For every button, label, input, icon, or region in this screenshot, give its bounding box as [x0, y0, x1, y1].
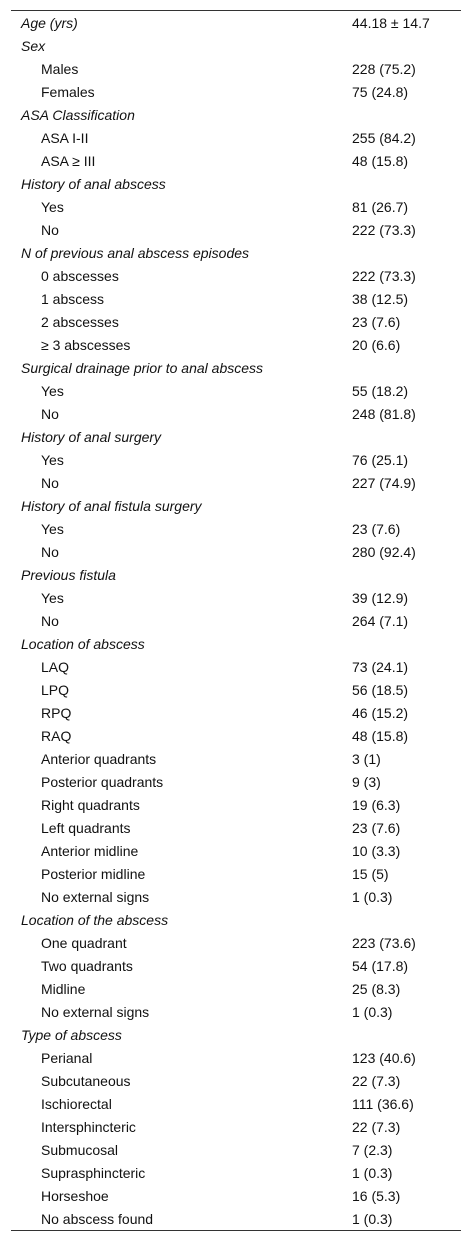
row-label: Two quadrants	[41, 957, 133, 974]
row-label: Yes	[41, 198, 64, 215]
row-value: 1 (0.3)	[352, 1210, 393, 1227]
table-row	[11, 126, 461, 149]
row-label: One quadrant	[41, 934, 127, 951]
row-label: Yes	[41, 589, 64, 606]
row-label: No	[41, 405, 59, 422]
row-label: Females	[41, 83, 95, 100]
table-row	[11, 1092, 461, 1115]
table-row	[11, 931, 461, 954]
section-header-row	[11, 11, 461, 34]
table-row	[11, 218, 461, 241]
table-row	[11, 770, 461, 793]
row-value	[351, 241, 461, 264]
row-value: 38 (12.5)	[352, 290, 409, 307]
row-value: 23 (7.6)	[352, 819, 401, 836]
row-value: 264 (7.1)	[352, 612, 409, 629]
row-label: Perianal	[41, 1049, 93, 1066]
section-label: N of previous anal abscess episodes	[21, 244, 250, 261]
table-row	[11, 379, 461, 402]
row-label: Subcutaneous	[41, 1072, 131, 1089]
row-label: ASA I-II	[41, 129, 89, 146]
section-header-row	[11, 1023, 461, 1046]
row-label: Right quadrants	[41, 796, 140, 813]
table-row	[11, 862, 461, 885]
table-row	[11, 448, 461, 471]
table-row	[11, 1069, 461, 1092]
row-label: No abscess found	[41, 1210, 154, 1227]
table-row	[11, 471, 461, 494]
row-value: 44.18 ± 14.7	[352, 14, 430, 31]
row-value	[351, 425, 461, 448]
row-label: ASA ≥ III	[41, 152, 96, 169]
row-value	[351, 34, 461, 57]
row-label: Yes	[41, 451, 64, 468]
row-label: Posterior quadrants	[41, 773, 164, 790]
row-label: Ischiorectal	[41, 1095, 112, 1112]
row-label: 2 abscesses	[41, 313, 119, 330]
row-value	[351, 563, 461, 586]
section-header-row	[11, 103, 461, 126]
table-row	[11, 977, 461, 1000]
section-header-row	[11, 563, 461, 586]
row-label: RAQ	[41, 727, 72, 744]
row-label: Yes	[41, 382, 64, 399]
row-value: 22 (7.3)	[352, 1072, 401, 1089]
row-value: 25 (8.3)	[352, 980, 401, 997]
row-label: LPQ	[41, 681, 70, 698]
row-label: No external signs	[41, 888, 150, 905]
row-value	[351, 172, 461, 195]
row-value: 23 (7.6)	[352, 520, 401, 537]
section-label: Sex	[21, 37, 46, 54]
row-value: 48 (15.8)	[352, 727, 409, 744]
row-value: 23 (7.6)	[352, 313, 401, 330]
row-value: 55 (18.2)	[352, 382, 409, 399]
table-row	[11, 724, 461, 747]
table-row	[11, 1138, 461, 1161]
row-value: 1 (0.3)	[352, 1164, 393, 1181]
row-label: 0 abscesses	[41, 267, 119, 284]
row-value: 228 (75.2)	[352, 60, 416, 77]
table-row	[11, 678, 461, 701]
table-row	[11, 1161, 461, 1184]
row-value: 227 (74.9)	[352, 474, 416, 491]
table-row	[11, 310, 461, 333]
row-value: 222 (73.3)	[352, 267, 416, 284]
row-value: 54 (17.8)	[352, 957, 409, 974]
section-header-row	[11, 356, 461, 379]
table-row	[11, 954, 461, 977]
table-row	[11, 839, 461, 862]
table-row	[11, 1115, 461, 1138]
table-row	[11, 885, 461, 908]
section-label: Previous fistula	[21, 566, 116, 583]
section-label: Surgical drainage prior to anal abscess	[21, 359, 264, 376]
row-label: No	[41, 543, 59, 560]
section-label: Location of abscess	[21, 635, 145, 652]
data-table	[11, 11, 461, 1230]
row-value	[351, 103, 461, 126]
table-row	[11, 586, 461, 609]
section-header-row	[11, 241, 461, 264]
row-label: Suprasphincteric	[41, 1164, 146, 1181]
table-row	[11, 816, 461, 839]
section-label: History of anal surgery	[21, 428, 162, 445]
row-value: 48 (15.8)	[352, 152, 409, 169]
row-label: No	[41, 612, 59, 629]
row-value: 1 (0.3)	[352, 888, 393, 905]
row-label: Yes	[41, 520, 64, 537]
row-label: Anterior midline	[41, 842, 139, 859]
table-row	[11, 264, 461, 287]
section-header-row	[11, 425, 461, 448]
row-value: 248 (81.8)	[352, 405, 416, 422]
row-value: 19 (6.3)	[352, 796, 401, 813]
table-row	[11, 287, 461, 310]
table-body	[11, 11, 461, 1230]
section-header-row	[11, 908, 461, 931]
row-value: 111 (36.6)	[352, 1095, 414, 1112]
row-value: 73 (24.1)	[352, 658, 409, 675]
row-label: ≥ 3 abscesses	[41, 336, 131, 353]
section-header-row	[11, 494, 461, 517]
table-row	[11, 1046, 461, 1069]
table-row	[11, 793, 461, 816]
table-row	[11, 655, 461, 678]
row-label: Males	[41, 60, 79, 77]
section-label: ASA Classification	[21, 106, 135, 123]
section-header-row	[11, 34, 461, 57]
row-value	[351, 1023, 461, 1046]
row-value: 46 (15.2)	[352, 704, 409, 721]
table-row	[11, 540, 461, 563]
table-row	[11, 609, 461, 632]
table-row	[11, 1207, 461, 1230]
row-label: 1 abscess	[41, 290, 105, 307]
patient-characteristics-table	[11, 10, 461, 1231]
row-value: 81 (26.7)	[352, 198, 409, 215]
row-value	[351, 908, 461, 931]
table-row	[11, 517, 461, 540]
row-label: No external signs	[41, 1003, 150, 1020]
section-header-row	[11, 172, 461, 195]
table-row	[11, 1184, 461, 1207]
section-label: History of anal fistula surgery	[21, 497, 202, 514]
table-row	[11, 1000, 461, 1023]
row-value: 76 (25.1)	[352, 451, 409, 468]
section-label: Type of abscess	[21, 1026, 122, 1043]
row-value: 56 (18.5)	[352, 681, 409, 698]
table-row	[11, 402, 461, 425]
table-row	[11, 701, 461, 724]
row-value: 123 (40.6)	[352, 1049, 416, 1066]
row-value: 1 (0.3)	[352, 1003, 393, 1020]
row-label: Anterior quadrants	[41, 750, 157, 767]
table-row	[11, 149, 461, 172]
row-label: No	[41, 221, 59, 238]
row-value	[351, 494, 461, 517]
table-row	[11, 747, 461, 770]
row-value: 15 (5)	[352, 865, 389, 882]
row-label: LAQ	[41, 658, 70, 675]
table-row	[11, 195, 461, 218]
row-label: Midline	[41, 980, 86, 997]
row-label: Horseshoe	[41, 1187, 109, 1204]
section-label: Location of the abscess	[21, 911, 169, 928]
row-label: Intersphincteric	[41, 1118, 136, 1135]
row-value: 75 (24.8)	[352, 83, 409, 100]
row-value: 9 (3)	[352, 773, 381, 790]
section-label: History of anal abscess	[21, 175, 166, 192]
row-value: 223 (73.6)	[352, 934, 416, 951]
table-row	[11, 57, 461, 80]
table-row	[11, 333, 461, 356]
row-label: Submucosal	[41, 1141, 119, 1158]
row-value: 20 (6.6)	[352, 336, 401, 353]
row-value: 222 (73.3)	[352, 221, 416, 238]
row-value: 16 (5.3)	[352, 1187, 401, 1204]
row-value: 280 (92.4)	[352, 543, 416, 560]
row-value: 10 (3.3)	[352, 842, 401, 859]
section-header-row	[11, 632, 461, 655]
section-label: Age (yrs)	[21, 14, 78, 31]
row-value: 7 (2.3)	[352, 1141, 393, 1158]
row-value: 39 (12.9)	[352, 589, 409, 606]
row-value	[351, 632, 461, 655]
row-value	[351, 356, 461, 379]
row-label: Left quadrants	[41, 819, 131, 836]
row-value: 3 (1)	[352, 750, 381, 767]
row-label: No	[41, 474, 59, 491]
row-value: 22 (7.3)	[352, 1118, 401, 1135]
table-row	[11, 80, 461, 103]
row-value: 255 (84.2)	[352, 129, 416, 146]
row-label: RPQ	[41, 704, 72, 721]
row-label: Posterior midline	[41, 865, 146, 882]
